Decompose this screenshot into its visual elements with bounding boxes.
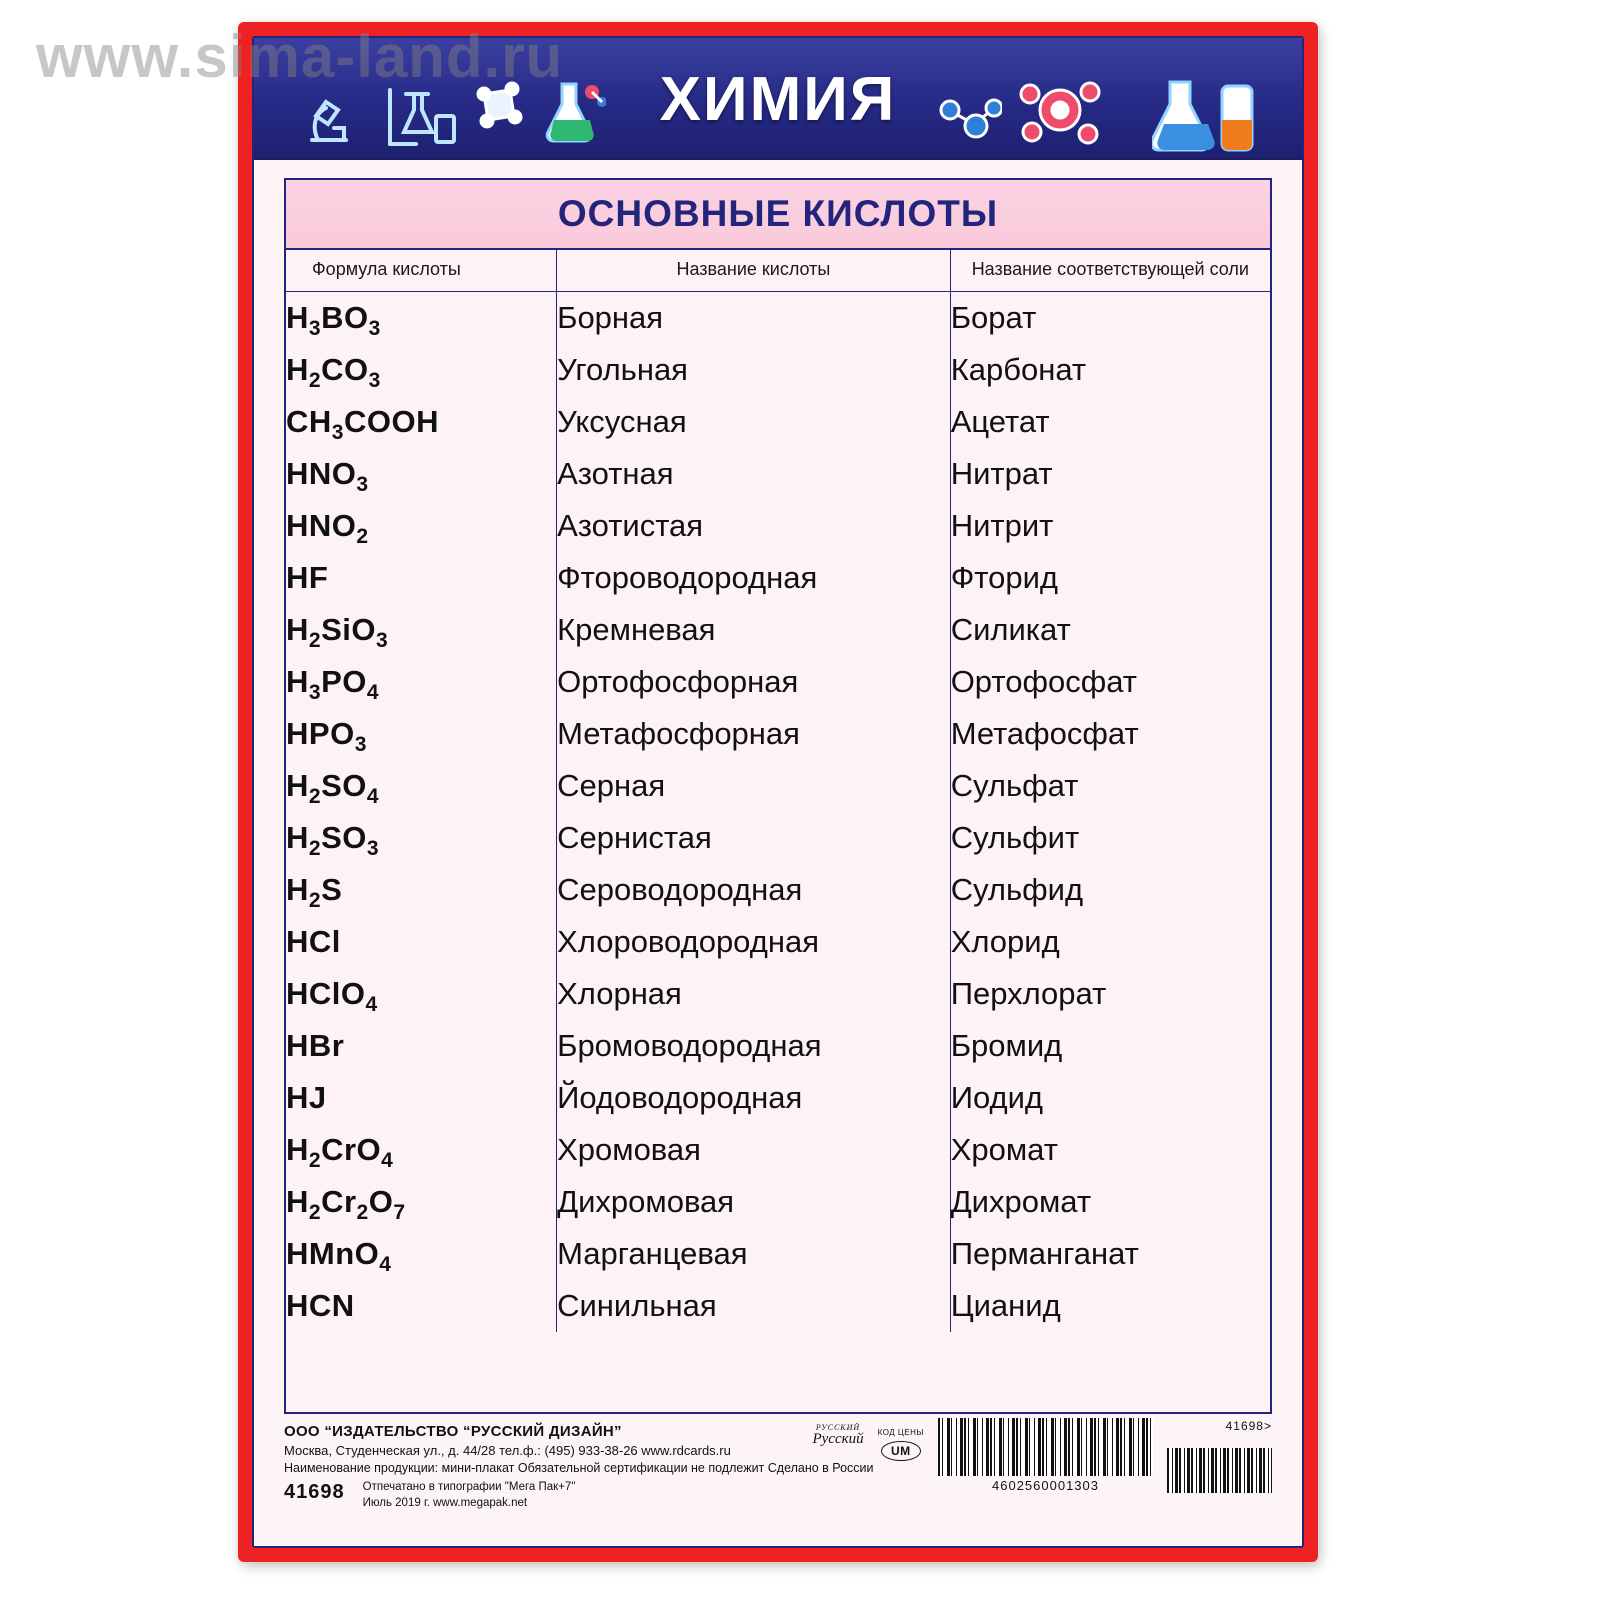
cell-acid-name: Угольная [557,344,951,396]
cell-acid-name: Йодоводородная [557,1072,951,1124]
poster-card [238,22,1318,1562]
column-header-salt: Название соответствующей соли [950,250,1270,292]
cell-acid-name: Ортофосфорная [557,656,951,708]
footer-right-group [812,1418,1272,1495]
cell-acid-name: Синильная [557,1280,951,1332]
cell-acid-name: Кремневая [557,604,951,656]
price-code-value: UM [881,1441,921,1461]
cell-salt-name: Иодид [950,1072,1270,1124]
footer [284,1413,1272,1530]
barcode-main [938,1418,1153,1495]
table-row [286,760,1270,812]
acids-table [286,250,1270,1332]
cell-formula: $HNO_3$ [286,456,369,496]
cell-formula: $H_2SO_4$ [286,768,380,808]
table-row [286,1072,1270,1124]
barcode-secondary-image [1167,1448,1272,1493]
cell-formula: HBr [286,1028,345,1063]
price-code [878,1418,924,1461]
table-row [286,604,1270,656]
cell-acid-name: Борная [557,292,951,345]
table-row [286,1176,1270,1228]
table-row [286,552,1270,604]
table-row [286,968,1270,1020]
page-title: ХИМИЯ [659,65,897,134]
cell-acid-name: Метафосфорная [557,708,951,760]
cell-salt-name: Силикат [950,604,1270,656]
table-row [286,1124,1270,1176]
cell-acid-name: Азотистая [557,500,951,552]
cell-formula: $H_3BO_3$ [286,300,381,340]
publisher-logo [812,1418,863,1448]
cell-salt-name: Метафосфат [950,708,1270,760]
publisher-address: Москва, Студенческая ул., д. 44/28 тел.ф.: (495) 933-38-26 www.rdcards.ru [284,1443,731,1459]
cell-acid-name: Азотная [557,448,951,500]
cell-salt-name: Перхлорат [950,968,1270,1020]
table-row [286,448,1270,500]
cell-formula: HClO$_4$ [286,976,378,1016]
cell-formula: HCN [286,1288,355,1323]
column-header-name: Название кислоты [557,250,951,292]
cell-salt-name: Фторид [950,552,1270,604]
table-body [286,292,1270,1333]
cell-acid-name: Фтороводородная [557,552,951,604]
cell-salt-name: Хлорид [950,916,1270,968]
table-row [286,1228,1270,1280]
barcode-number: 4602560001303 [992,1478,1099,1493]
cell-salt-name: Ацетат [950,396,1270,448]
barcode-image [938,1418,1153,1476]
table-row [286,396,1270,448]
cell-acid-name: Марганцевая [557,1228,951,1280]
table-row [286,292,1270,345]
cell-formula: $H_2SO_3$ [286,820,380,860]
poster-inner [252,36,1304,1548]
cell-formula: $H_2S$ [286,872,343,912]
table-header-row [286,250,1270,292]
cell-formula: HMnO$_4$ [286,1236,392,1276]
table-row [286,1020,1270,1072]
cell-acid-name: Хромовая [557,1124,951,1176]
cell-acid-name: Хлорная [557,968,951,1020]
cell-formula: $H_2SiO_3$ [286,612,389,652]
cell-acid-name: Дихромовая [557,1176,951,1228]
cell-salt-name: Нитрат [950,448,1270,500]
publisher-logo-text: Русский [812,1431,864,1448]
cell-salt-name: Дихромат [950,1176,1270,1228]
cell-formula: $HPO_3$ [286,716,367,756]
cell-salt-name: Ортофосфат [950,656,1270,708]
publisher-logo-sub: РУССКИЙ [815,1423,861,1432]
cell-formula: $H_2CrO_4$ [286,1132,394,1172]
cell-salt-name: Цианид [950,1280,1270,1332]
cell-formula: $H_3PO_4$ [286,664,380,704]
cell-formula: $HNO_2$ [286,508,369,548]
product-code: 41698 [284,1480,345,1503]
poster-header [254,38,1302,160]
table-row [286,708,1270,760]
table-row [286,656,1270,708]
acids-table-container [284,178,1272,1414]
table-row [286,344,1270,396]
cell-acid-name: Уксусная [557,396,951,448]
print-house: Отпечатано в типографии "Мега Пак+7" [362,1480,576,1493]
table-title: ОСНОВНЫЕ КИСЛОТЫ [286,180,1270,250]
column-header-formula: Формула кислоты [286,250,557,292]
cell-salt-name: Бромид [950,1020,1270,1072]
cell-salt-name: Сульфат [950,760,1270,812]
print-date: Июль 2019 г. www.megapak.net [362,1496,528,1509]
table-row [286,916,1270,968]
cell-acid-name: Серная [557,760,951,812]
cell-salt-name: Сульфит [950,812,1270,864]
cell-formula: $H_2CO_3$ [286,352,381,392]
barcode-secondary [1167,1418,1272,1493]
table-row [286,812,1270,864]
cell-formula: $H_2Cr_2O_7$ [286,1184,406,1224]
price-code-label: КОД ЦЕНЫ [877,1428,924,1437]
cell-salt-name: Перманганат [950,1228,1270,1280]
cell-salt-name: Нитрит [950,500,1270,552]
cell-acid-name: Сернистая [557,812,951,864]
cell-salt-name: Карбонат [950,344,1270,396]
cell-formula: $CH_3COOH$ [286,404,439,444]
table-row [286,864,1270,916]
table-row [286,500,1270,552]
cell-formula: HJ [286,1080,327,1115]
cell-acid-name: Бромоводородная [557,1020,951,1072]
publisher-name: ООО “ИЗДАТЕЛЬСТВО “РУССКИЙ ДИЗАЙН” [284,1423,622,1440]
cell-acid-name: Сероводородная [557,864,951,916]
cell-formula: HCl [286,924,341,959]
cell-salt-name: Хромат [950,1124,1270,1176]
certification-note: Наименование продукции: мини-плакат Обязательной сертификации не подлежит Сделано в России [284,1460,874,1475]
barcode-side-number: 41698> [1225,1419,1272,1433]
watermark: www.sima-land.ru [36,23,564,90]
cell-acid-name: Хлороводородная [557,916,951,968]
cell-formula: HF [286,560,329,595]
cell-salt-name: Сульфид [950,864,1270,916]
cell-salt-name: Борат [950,292,1270,345]
table-row [286,1280,1270,1332]
